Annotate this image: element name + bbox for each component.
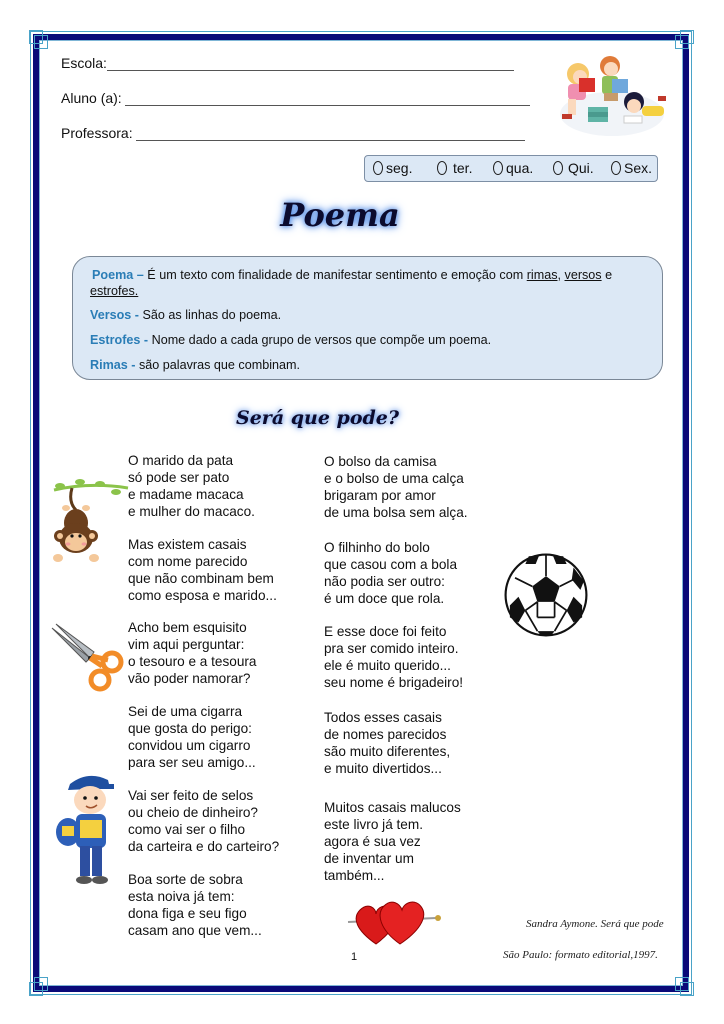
credit-publisher: São Paulo: formato editorial,1997.	[503, 949, 658, 961]
weekday-label: Sex.	[624, 160, 653, 176]
weekday-label: Qui.	[568, 160, 594, 176]
page-number: 1	[351, 951, 358, 963]
poem-stanza: Muitos casais malucos este livro já tem. agora é sua vez de inventar um também...	[324, 800, 461, 883]
definition-versos	[90, 308, 281, 322]
definition-text: Nome dado a cada grupo de versos que compõe um poema.	[148, 333, 492, 347]
border-corner	[675, 35, 689, 49]
poem-stanza: Sei de uma cigarra que gosta do perigo: convidou um cigarro para ser seu amigo...	[128, 704, 256, 770]
hearts-arrow-illustration	[346, 896, 446, 948]
border-corner	[34, 35, 48, 49]
definition-poema	[92, 268, 657, 282]
separator: ,	[557, 268, 565, 282]
weekday-selector	[364, 155, 658, 182]
poem-stanza: Todos esses casais de nomes parecidos são muito diferentes, e muito divertidos...	[324, 710, 451, 776]
definition-text: São as linhas do poema.	[139, 308, 282, 322]
poem-stanza: Boa sorte de sobra esta noiva já tem: dona figa e seu figo casam ano que vem...	[128, 872, 262, 938]
poem-stanza: O marido da pata só pode ser pato e madame macaca e mulher do macaco.	[128, 453, 255, 519]
definition-estrofes	[90, 333, 491, 347]
weekday-option[interactable]	[437, 160, 472, 176]
mailman-illustration	[52, 770, 124, 890]
weekday-option[interactable]	[493, 160, 533, 176]
scissors-illustration	[50, 622, 126, 694]
term-rimas: Rimas -	[90, 358, 136, 372]
definition-rimas	[90, 358, 300, 372]
conjunction: e	[601, 268, 613, 282]
teacher-input-line[interactable]	[136, 126, 525, 141]
term-rimas-underlined: rimas	[526, 268, 558, 282]
school-field[interactable]	[61, 55, 514, 71]
term-versos: Versos -	[90, 308, 140, 322]
school-input-line[interactable]	[107, 56, 514, 71]
teacher-field[interactable]	[61, 125, 525, 141]
border-corner	[675, 977, 689, 991]
weekday-label: seg.	[386, 160, 413, 176]
poem-stanza: Acho bem esquisito vim aqui perguntar: o tesouro e a tesoura vão poder namorar?	[128, 620, 257, 686]
definition-poema-cont	[90, 284, 138, 298]
poem-stanza: Vai ser feito de selos ou cheio de dinheiro? como vai ser o filho da carteira e do carteiro?	[128, 788, 280, 854]
term-estrofes-underlined: estrofes.	[90, 284, 139, 298]
term-versos-underlined: versos	[564, 268, 602, 282]
term-estrofes: Estrofes -	[90, 333, 149, 347]
school-label: Escola:	[61, 55, 107, 71]
weekday-option[interactable]	[553, 160, 594, 176]
page-title: Poema	[280, 196, 400, 234]
weekday-label: qua.	[506, 160, 534, 176]
student-field[interactable]	[61, 90, 530, 106]
definitions-box	[72, 256, 663, 380]
student-input-line[interactable]	[125, 91, 530, 106]
definition-text: É um texto com finalidade de manifestar sentimento e emoção com	[143, 268, 527, 282]
weekday-option[interactable]	[611, 160, 652, 176]
weekday-label: ter.	[453, 160, 473, 176]
poem-stanza: O bolso da camisa e o bolso de uma calça brigaram por amor de uma bolsa sem alça.	[324, 454, 468, 520]
kids-reading-illustration	[552, 52, 672, 144]
radio-circle-icon[interactable]	[437, 161, 447, 175]
definition-text: são palavras que combinam.	[135, 358, 301, 372]
poem-title: Será que pode?	[236, 407, 400, 429]
radio-circle-icon[interactable]	[611, 161, 621, 175]
poem-stanza: Mas existem casais com nome parecido que não combinam bem como esposa e marido...	[128, 537, 277, 603]
weekday-option[interactable]	[373, 160, 412, 176]
soccer-ball-illustration	[503, 552, 589, 638]
poem-stanza: O filhinho do bolo que casou com a bola não podia ser outro: é um doce que rola.	[324, 540, 458, 606]
radio-circle-icon[interactable]	[373, 161, 383, 175]
student-label: Aluno (a):	[61, 90, 122, 106]
monkey-illustration	[50, 478, 130, 568]
teacher-label: Professora:	[61, 125, 133, 141]
border-corner	[34, 977, 48, 991]
poem-stanza: E esse doce foi feito pra ser comido inteiro. ele é muito querido... seu nome é brigadeiro!	[324, 624, 464, 690]
term-poema: Poema –	[92, 268, 144, 282]
radio-circle-icon[interactable]	[553, 161, 563, 175]
radio-circle-icon[interactable]	[493, 161, 503, 175]
credit-author: Sandra Aymone. Será que pode	[526, 918, 664, 930]
